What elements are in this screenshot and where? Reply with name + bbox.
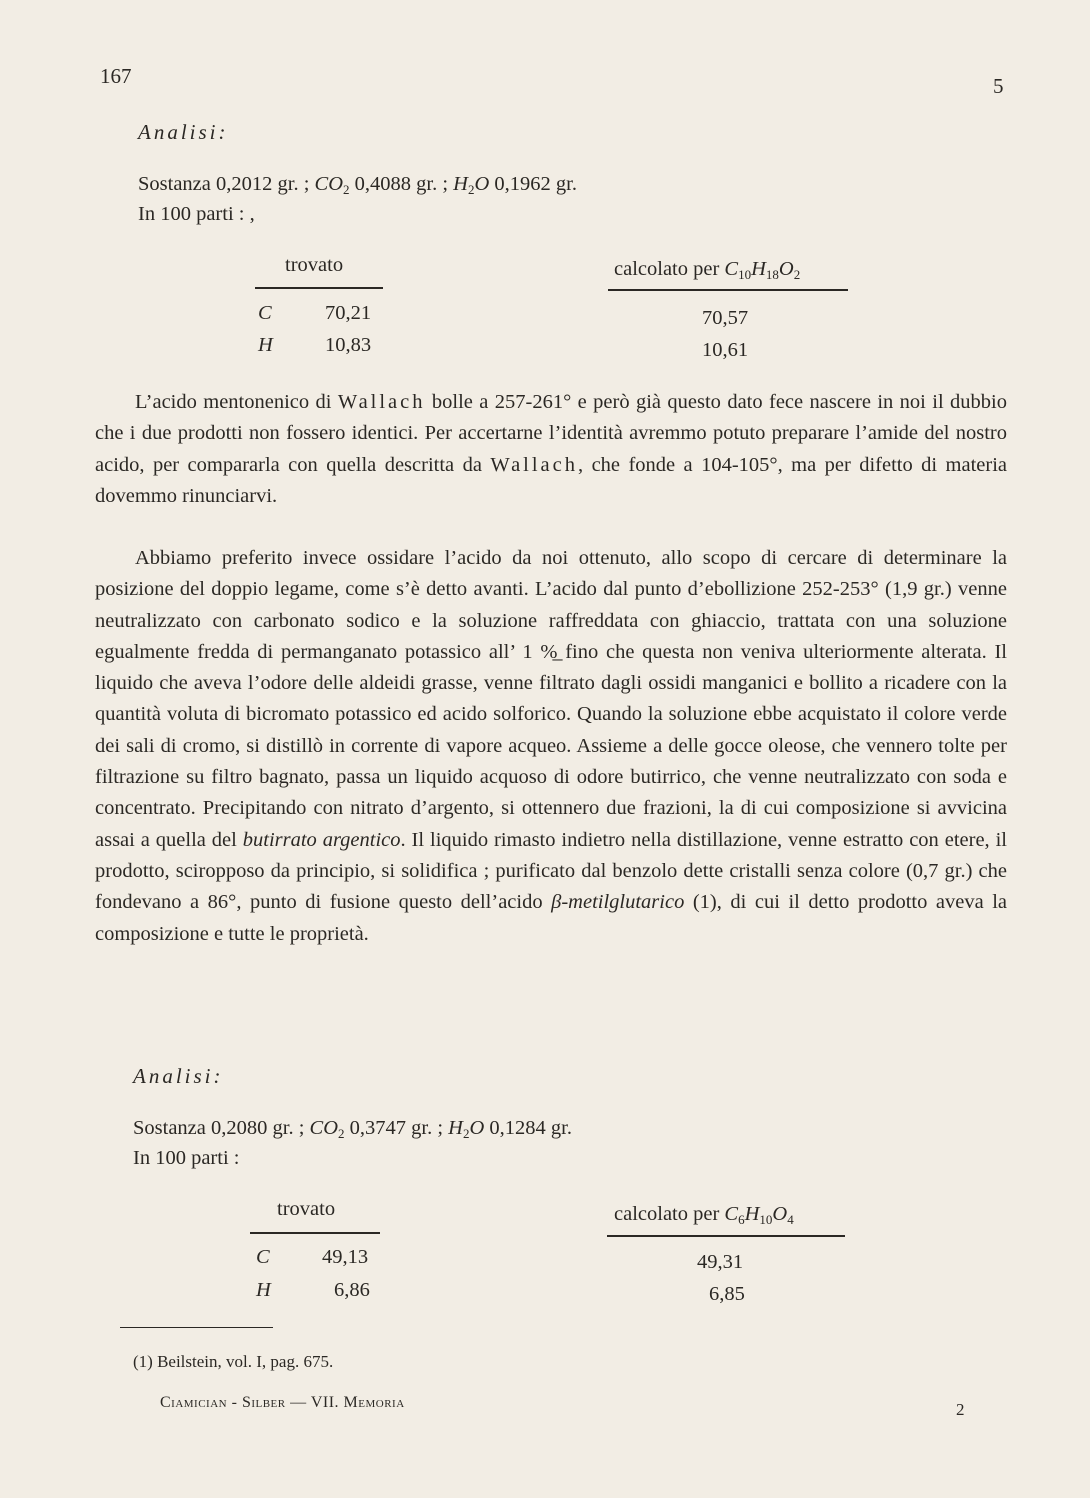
found-value: 10,83 — [325, 334, 372, 356]
running-footer: Ciamician - Silber — VII. Memoria — [160, 1394, 405, 1411]
analysis-2-line-2: In 100 parti : — [133, 1147, 240, 1169]
calc-value: 6,85 — [709, 1283, 745, 1305]
page-number-left: 167 — [100, 64, 132, 88]
text-run: L’acido mentonenico di — [135, 391, 338, 413]
found-value: 49,13 — [322, 1246, 369, 1268]
element-h: H — [258, 334, 273, 356]
text-run: bolle a 257-261° e però già questo dato fece nascere in noi il dubbio che i due prodotti non fossero identici. Per accertarne l’identità avremmo potuto preparare l’amide del nostro acido, per compararla con quella descritta da — [95, 391, 1007, 476]
analysis-heading-1: Analisi: — [138, 120, 229, 144]
signature-number: 2 — [956, 1400, 965, 1419]
calc-value: 49,31 — [697, 1251, 744, 1273]
brace-rule — [608, 289, 848, 291]
text-run: . Il liquido rimasto indietro nella distillazione, venne estratto con etere, il prodotto, sciropposo da principio, si solidifica ; purificato dal benzolo dette cristalli senza colore (0,7 gr.) che fondevano a 86°, punto di fusione questo dell’acido — [95, 828, 1007, 914]
found-label: trovato — [285, 254, 344, 276]
calc-label: calcolato per $C_6H_{10}O_4$ — [614, 1203, 794, 1227]
author-name: Wallach — [337, 391, 426, 413]
found-value: 6,86 — [334, 1279, 370, 1301]
calc-value: 10,61 — [702, 339, 749, 361]
paragraph-2 — [95, 543, 1007, 950]
calc-label: calcolato per $C_{10}H_{18}O_2$ — [614, 258, 801, 282]
brace-rule — [255, 287, 383, 289]
element-h: H — [256, 1279, 271, 1301]
italic-term: butirrato argentico — [242, 828, 401, 851]
found-value: 70,21 — [325, 302, 372, 324]
analysis-1-line-2: In 100 parti : , — [138, 203, 255, 225]
brace-rule — [607, 1235, 845, 1237]
element-c: C — [256, 1246, 270, 1268]
footnote: (1) Beilstein, vol. I, pag. 675. — [133, 1352, 334, 1371]
text-run: , che fonde a 104-105°, ma per difetto di materia dovemmo rinunciarvi. — [95, 453, 1007, 507]
found-label: trovato — [277, 1198, 336, 1220]
paragraph-1 — [95, 387, 1007, 512]
brace-rule — [250, 1232, 380, 1234]
page-number-right: 5 — [993, 74, 1004, 98]
analysis-1-line-1: Sostanza 0,2012 gr. ; $CO_2$ 0,4088 gr. ; $H_2O$ 0,1962 gr. — [138, 173, 577, 197]
calc-value: 70,57 — [702, 307, 749, 329]
italic-term: β-metilglutarico — [551, 891, 685, 914]
text-run: Abbiamo preferito invece ossidare l’acido da noi ottenuto, allo scopo di cercare di determinare la posizione del doppio legame, come s’è detto avanti. L’acido dal punto d’ebollizione 252-253° (1,9 gr.) venne neutralizzato con carbonato sodico e la soluzione raffreddata con ghiaccio, trattata con una soluzione egualmente fredda di permanganato potassico all’ 1 %̲ fino che questa non veniva ulteriormente alterata. Il liquido che aveva l’odore delle aldeidi grasse, venne filtrato dagli ossidi manganici e bollito a ricadere con la quantità voluta di bicromato potassico ed acido solforico. Quando la soluzione ebbe acquistato il colore verde dei sali di cromo, si distillò in corrente di vapore acqueo. Assieme a delle gocce oleose, che vennero tolte per filtrazione su filtro bagnato, passa un liquido acquoso di odore butirrico, che venne neutralizzato con soda e concentrato. Precipitando con nitrato d’argento, si ottennero due frazioni, la di cui composizione si avvicina assai a quella del — [95, 547, 1007, 851]
text-run: (1), di cui il detto prodotto aveva la composizione e tutte le proprietà. — [95, 891, 1007, 945]
author-name: Wallach — [490, 453, 579, 476]
element-c: C — [258, 302, 272, 324]
analysis-heading-2: Analisi: — [133, 1064, 224, 1088]
footnote-rule — [120, 1327, 273, 1328]
analysis-2-line-1: Sostanza 0,2080 gr. ; $CO_2$ 0,3747 gr. ; $H_2O$ 0,1284 gr. — [133, 1117, 572, 1141]
